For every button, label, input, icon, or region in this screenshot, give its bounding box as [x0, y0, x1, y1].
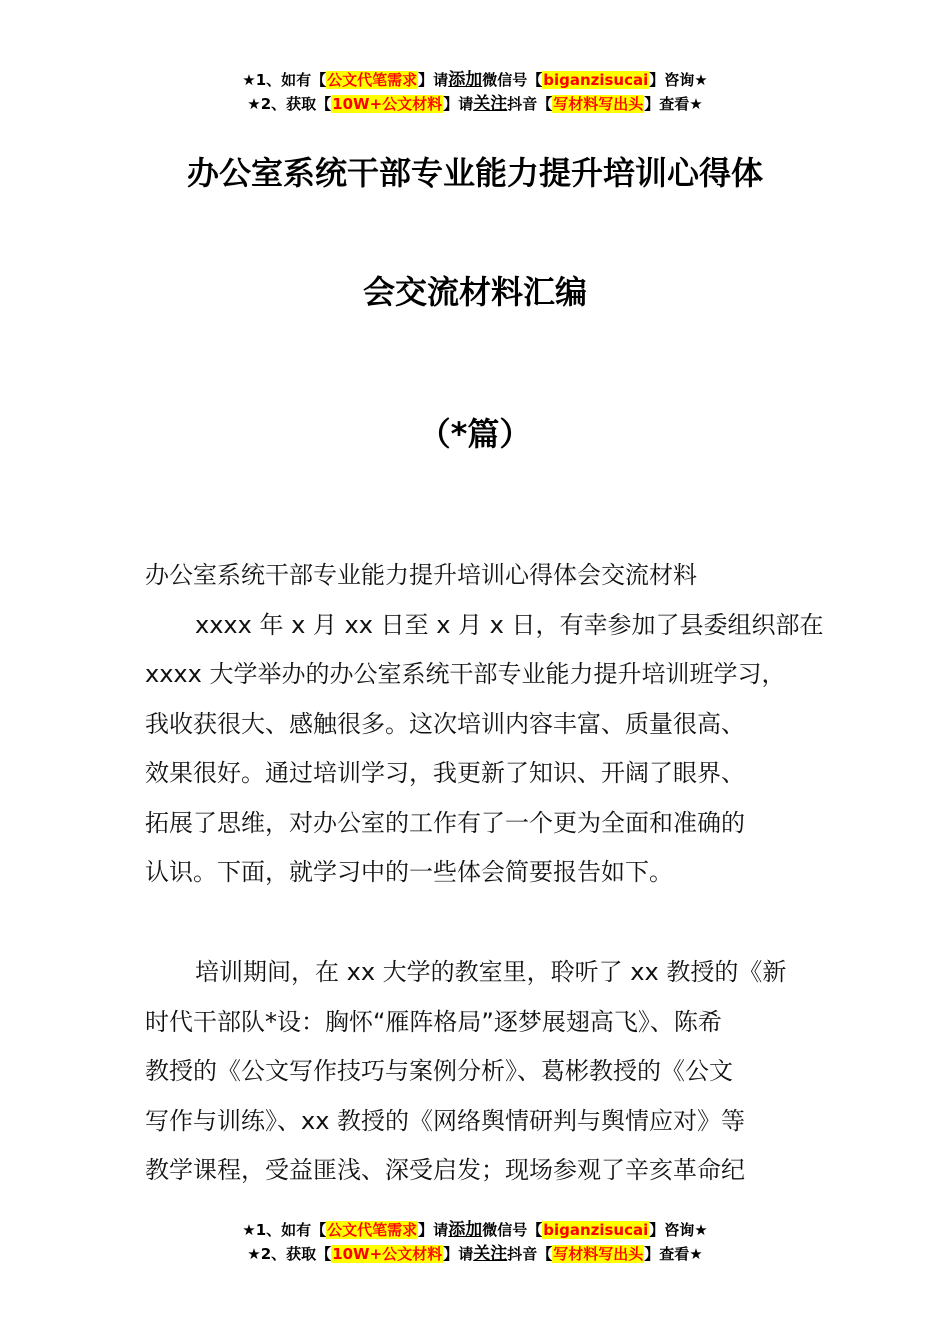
paragraph-line: 写作与训练》、xx 教授的《网络舆情研判与舆情应对》等: [145, 1106, 746, 1135]
promo-emphasis: 添加: [448, 1220, 483, 1240]
document-title-count: （*篇）: [418, 415, 532, 453]
promo-douyin-id: 写材料写出头: [553, 1245, 644, 1263]
promo-header: [0, 68, 950, 116]
promo-emphasis: 关注: [473, 94, 508, 114]
promo-highlight: 公文代笔需求: [327, 1221, 418, 1239]
paragraph-line: 效果很好。通过培训学习，我更新了知识、开阔了眼界、: [145, 759, 745, 787]
promo-footer: [0, 1218, 950, 1266]
promo-highlight: 公文代笔需求: [327, 71, 418, 89]
paragraph-line: 拓展了思维，对办公室的工作有了一个更为全面和准确的: [145, 808, 745, 837]
promo-emphasis: 关注: [473, 1244, 508, 1264]
promo-wechat-id: biganzisucai: [543, 1221, 649, 1239]
section-heading: 办公室系统干部专业能力提升培训心得体会交流材料: [145, 561, 697, 589]
promo-line-2: ★2、获取【10W+公文材料】请关注抖音【写材料写出头】查看★: [247, 1244, 703, 1264]
document-title-line-2: 会交流材料汇编: [362, 273, 587, 311]
body-section-2: [145, 948, 810, 1196]
promo-wechat-id: biganzisucai: [543, 71, 649, 89]
paragraph-line: xxxx 大学举办的办公室系统干部专业能力提升培训班学习，: [145, 660, 786, 688]
paragraph-line: 教授的《公文写作技巧与案例分析》、葛彬教授的《公文: [145, 1057, 733, 1085]
body-section-1: [145, 551, 824, 898]
promo-line-1: ★1、如有【公文代笔需求】请添加微信号【biganzisucai】咨询★: [242, 70, 708, 90]
paragraph-line: 认识。下面，就学习中的一些体会简要报告如下。: [145, 858, 673, 886]
paragraph-line: xxxx 年 x 月 xx 日至 x 月 x 日，有幸参加了县委组织部在: [195, 610, 824, 639]
promo-highlight: 10W+公文材料: [332, 1245, 443, 1263]
promo-line-2: ★2、获取【10W+公文材料】请关注抖音【写材料写出头】查看★: [247, 94, 703, 114]
paragraph-line: 教学课程，受益匪浅、深受启发；现场参观了辛亥革命纪: [145, 1156, 745, 1184]
promo-emphasis: 添加: [448, 70, 483, 90]
paragraph-line: 培训期间，在 xx 大学的教室里，聆听了 xx 教授的《新: [195, 958, 787, 986]
paragraph-line: 我收获很大、感触很多。这次培训内容丰富、质量很高、: [145, 709, 745, 738]
paragraph-line: 时代干部队*设：胸怀“雁阵格局”逐梦展翅高飞》、陈希: [145, 1007, 722, 1036]
promo-line-1: ★1、如有【公文代笔需求】请添加微信号【biganzisucai】咨询★: [242, 1220, 708, 1240]
promo-douyin-id: 写材料写出头: [553, 95, 644, 113]
document-title-line-1: 办公室系统干部专业能力提升培训心得体: [186, 154, 763, 192]
promo-highlight: 10W+公文材料: [332, 95, 443, 113]
